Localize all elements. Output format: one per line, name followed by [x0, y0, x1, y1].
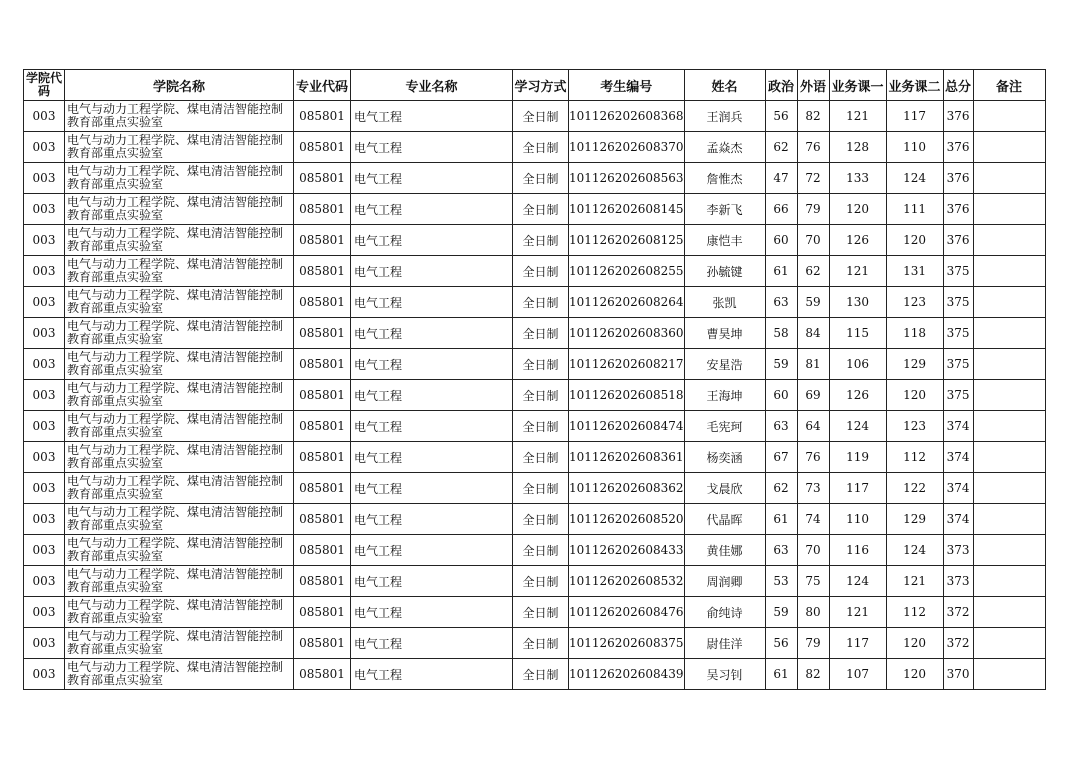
cell-major-name: 电气工程 [351, 566, 513, 597]
cell-college-code: 003 [24, 442, 65, 473]
cell-total: 376 [943, 225, 973, 256]
cell-subject-two: 120 [886, 225, 943, 256]
cell-major-name: 电气工程 [351, 659, 513, 690]
cell-subject-one: 107 [829, 659, 886, 690]
cell-foreign-language: 70 [797, 535, 829, 566]
cell-foreign-language: 76 [797, 442, 829, 473]
cell-study-mode: 全日制 [513, 380, 569, 411]
cell-major-name: 电气工程 [351, 442, 513, 473]
col-header-remarks: 备注 [973, 70, 1045, 101]
cell-foreign-language: 82 [797, 659, 829, 690]
cell-remarks [973, 535, 1045, 566]
col-header-subject-one: 业务课一 [829, 70, 886, 101]
cell-total: 376 [943, 163, 973, 194]
cell-total: 375 [943, 380, 973, 411]
table-row [24, 659, 1046, 690]
cell-remarks [973, 225, 1045, 256]
cell-name: 王海坤 [684, 380, 765, 411]
cell-remarks [973, 628, 1045, 659]
table-row [24, 163, 1046, 194]
cell-major-code: 085801 [294, 659, 351, 690]
cell-study-mode: 全日制 [513, 194, 569, 225]
cell-major-code: 085801 [294, 504, 351, 535]
cell-major-name: 电气工程 [351, 101, 513, 132]
cell-subject-one: 117 [829, 473, 886, 504]
cell-college-name: 电气与动力工程学院、煤电清洁智能控制教育部重点实验室 [65, 225, 294, 256]
col-header-college-name: 学院名称 [65, 70, 294, 101]
cell-total: 375 [943, 287, 973, 318]
cell-politics: 59 [765, 597, 797, 628]
cell-subject-one: 121 [829, 597, 886, 628]
cell-major-name: 电气工程 [351, 380, 513, 411]
cell-major-name: 电气工程 [351, 473, 513, 504]
cell-college-name: 电气与动力工程学院、煤电清洁智能控制教育部重点实验室 [65, 256, 294, 287]
cell-subject-two: 124 [886, 163, 943, 194]
cell-politics: 66 [765, 194, 797, 225]
cell-study-mode: 全日制 [513, 101, 569, 132]
cell-study-mode: 全日制 [513, 504, 569, 535]
cell-name: 詹惟杰 [684, 163, 765, 194]
cell-college-name: 电气与动力工程学院、煤电清洁智能控制教育部重点实验室 [65, 163, 294, 194]
cell-candidate-id: 101126202608532 [569, 566, 685, 597]
cell-college-name: 电气与动力工程学院、煤电清洁智能控制教育部重点实验室 [65, 566, 294, 597]
table-row [24, 225, 1046, 256]
cell-total: 373 [943, 535, 973, 566]
cell-name: 孟焱杰 [684, 132, 765, 163]
cell-subject-two: 122 [886, 473, 943, 504]
cell-college-name: 电气与动力工程学院、煤电清洁智能控制教育部重点实验室 [65, 628, 294, 659]
cell-college-code: 003 [24, 256, 65, 287]
cell-major-code: 085801 [294, 597, 351, 628]
cell-candidate-id: 101126202608217 [569, 349, 685, 380]
cell-study-mode: 全日制 [513, 287, 569, 318]
cell-name: 俞纯诗 [684, 597, 765, 628]
cell-subject-two: 129 [886, 349, 943, 380]
table-row [24, 349, 1046, 380]
cell-college-name: 电气与动力工程学院、煤电清洁智能控制教育部重点实验室 [65, 442, 294, 473]
cell-politics: 53 [765, 566, 797, 597]
table-row [24, 287, 1046, 318]
cell-study-mode: 全日制 [513, 442, 569, 473]
cell-remarks [973, 163, 1045, 194]
cell-politics: 61 [765, 659, 797, 690]
col-header-foreign-language: 外语 [797, 70, 829, 101]
cell-study-mode: 全日制 [513, 597, 569, 628]
cell-subject-one: 126 [829, 225, 886, 256]
cell-college-code: 003 [24, 566, 65, 597]
cell-major-code: 085801 [294, 566, 351, 597]
cell-remarks [973, 597, 1045, 628]
cell-major-code: 085801 [294, 194, 351, 225]
cell-remarks [973, 349, 1045, 380]
cell-remarks [973, 194, 1045, 225]
cell-major-code: 085801 [294, 535, 351, 566]
cell-college-code: 003 [24, 535, 65, 566]
table-row [24, 442, 1046, 473]
cell-subject-two: 120 [886, 659, 943, 690]
cell-study-mode: 全日制 [513, 473, 569, 504]
cell-candidate-id: 101126202608520 [569, 504, 685, 535]
cell-remarks [973, 256, 1045, 287]
cell-subject-one: 110 [829, 504, 886, 535]
col-header-total: 总分 [943, 70, 973, 101]
cell-college-name: 电气与动力工程学院、煤电清洁智能控制教育部重点实验室 [65, 473, 294, 504]
cell-college-code: 003 [24, 132, 65, 163]
cell-subject-one: 106 [829, 349, 886, 380]
table-row [24, 597, 1046, 628]
cell-name: 毛宪珂 [684, 411, 765, 442]
cell-major-name: 电气工程 [351, 411, 513, 442]
cell-name: 曹昊坤 [684, 318, 765, 349]
cell-subject-one: 120 [829, 194, 886, 225]
cell-college-code: 003 [24, 597, 65, 628]
cell-foreign-language: 72 [797, 163, 829, 194]
cell-name: 康恺丰 [684, 225, 765, 256]
cell-college-name: 电气与动力工程学院、煤电清洁智能控制教育部重点实验室 [65, 597, 294, 628]
cell-college-name: 电气与动力工程学院、煤电清洁智能控制教育部重点实验室 [65, 194, 294, 225]
cell-candidate-id: 101126202608145 [569, 194, 685, 225]
cell-study-mode: 全日制 [513, 411, 569, 442]
cell-politics: 61 [765, 256, 797, 287]
cell-candidate-id: 101126202608433 [569, 535, 685, 566]
col-header-name: 姓名 [684, 70, 765, 101]
cell-study-mode: 全日制 [513, 659, 569, 690]
cell-total: 375 [943, 318, 973, 349]
col-header-candidate-id: 考生编号 [569, 70, 685, 101]
cell-total: 372 [943, 628, 973, 659]
cell-subject-two: 117 [886, 101, 943, 132]
cell-foreign-language: 70 [797, 225, 829, 256]
cell-candidate-id: 101126202608360 [569, 318, 685, 349]
cell-major-name: 电气工程 [351, 504, 513, 535]
cell-candidate-id: 101126202608362 [569, 473, 685, 504]
cell-total: 374 [943, 504, 973, 535]
cell-subject-one: 124 [829, 566, 886, 597]
col-header-major-code: 专业代码 [294, 70, 351, 101]
cell-subject-two: 121 [886, 566, 943, 597]
cell-study-mode: 全日制 [513, 535, 569, 566]
cell-foreign-language: 69 [797, 380, 829, 411]
cell-candidate-id: 101126202608264 [569, 287, 685, 318]
cell-subject-two: 112 [886, 442, 943, 473]
cell-college-code: 003 [24, 318, 65, 349]
cell-remarks [973, 287, 1045, 318]
cell-college-code: 003 [24, 349, 65, 380]
cell-name: 吴习钊 [684, 659, 765, 690]
cell-major-code: 085801 [294, 380, 351, 411]
cell-major-code: 085801 [294, 411, 351, 442]
cell-major-code: 085801 [294, 287, 351, 318]
cell-major-code: 085801 [294, 225, 351, 256]
cell-total: 376 [943, 132, 973, 163]
cell-candidate-id: 101126202608370 [569, 132, 685, 163]
cell-subject-two: 110 [886, 132, 943, 163]
table-row [24, 380, 1046, 411]
cell-major-name: 电气工程 [351, 132, 513, 163]
cell-candidate-id: 101126202608518 [569, 380, 685, 411]
cell-candidate-id: 101126202608125 [569, 225, 685, 256]
cell-remarks [973, 659, 1045, 690]
cell-remarks [973, 442, 1045, 473]
cell-subject-one: 115 [829, 318, 886, 349]
cell-subject-two: 120 [886, 628, 943, 659]
table-row [24, 194, 1046, 225]
col-header-study-mode: 学习方式 [513, 70, 569, 101]
cell-major-name: 电气工程 [351, 194, 513, 225]
col-header-college-code: 学院代码 [24, 70, 65, 101]
cell-major-name: 电气工程 [351, 163, 513, 194]
cell-total: 374 [943, 473, 973, 504]
cell-name: 周润卿 [684, 566, 765, 597]
table-body [24, 101, 1046, 690]
table-row [24, 473, 1046, 504]
table-row [24, 101, 1046, 132]
cell-college-code: 003 [24, 380, 65, 411]
cell-total: 376 [943, 194, 973, 225]
cell-foreign-language: 81 [797, 349, 829, 380]
cell-total: 374 [943, 442, 973, 473]
cell-subject-two: 111 [886, 194, 943, 225]
cell-total: 373 [943, 566, 973, 597]
cell-subject-one: 121 [829, 101, 886, 132]
cell-foreign-language: 84 [797, 318, 829, 349]
cell-candidate-id: 101126202608361 [569, 442, 685, 473]
cell-remarks [973, 566, 1045, 597]
cell-politics: 60 [765, 225, 797, 256]
cell-name: 王润兵 [684, 101, 765, 132]
cell-candidate-id: 101126202608476 [569, 597, 685, 628]
cell-subject-one: 121 [829, 256, 886, 287]
cell-remarks [973, 318, 1045, 349]
cell-study-mode: 全日制 [513, 318, 569, 349]
cell-study-mode: 全日制 [513, 163, 569, 194]
cell-candidate-id: 101126202608375 [569, 628, 685, 659]
cell-major-name: 电气工程 [351, 597, 513, 628]
cell-study-mode: 全日制 [513, 225, 569, 256]
cell-remarks [973, 380, 1045, 411]
cell-subject-one: 128 [829, 132, 886, 163]
cell-foreign-language: 59 [797, 287, 829, 318]
cell-remarks [973, 473, 1045, 504]
cell-major-name: 电气工程 [351, 318, 513, 349]
cell-total: 372 [943, 597, 973, 628]
cell-major-code: 085801 [294, 318, 351, 349]
cell-major-name: 电气工程 [351, 287, 513, 318]
cell-politics: 61 [765, 504, 797, 535]
cell-name: 杨奕涵 [684, 442, 765, 473]
cell-remarks [973, 132, 1045, 163]
cell-candidate-id: 101126202608474 [569, 411, 685, 442]
cell-total: 370 [943, 659, 973, 690]
cell-name: 戈晨欣 [684, 473, 765, 504]
cell-foreign-language: 73 [797, 473, 829, 504]
cell-college-name: 电气与动力工程学院、煤电清洁智能控制教育部重点实验室 [65, 535, 294, 566]
cell-college-code: 003 [24, 411, 65, 442]
cell-total: 374 [943, 411, 973, 442]
cell-subject-one: 133 [829, 163, 886, 194]
cell-college-code: 003 [24, 504, 65, 535]
cell-college-name: 电气与动力工程学院、煤电清洁智能控制教育部重点实验室 [65, 132, 294, 163]
cell-total: 376 [943, 101, 973, 132]
cell-foreign-language: 79 [797, 628, 829, 659]
cell-major-code: 085801 [294, 256, 351, 287]
cell-study-mode: 全日制 [513, 628, 569, 659]
cell-politics: 63 [765, 411, 797, 442]
col-header-subject-two: 业务课二 [886, 70, 943, 101]
col-header-politics: 政治 [765, 70, 797, 101]
header-row [24, 70, 1046, 101]
cell-remarks [973, 411, 1045, 442]
cell-candidate-id: 101126202608439 [569, 659, 685, 690]
cell-name: 代晶晖 [684, 504, 765, 535]
cell-foreign-language: 62 [797, 256, 829, 287]
cell-politics: 62 [765, 132, 797, 163]
cell-major-code: 085801 [294, 442, 351, 473]
cell-major-name: 电气工程 [351, 628, 513, 659]
cell-major-code: 085801 [294, 473, 351, 504]
cell-college-code: 003 [24, 659, 65, 690]
cell-college-name: 电气与动力工程学院、煤电清洁智能控制教育部重点实验室 [65, 287, 294, 318]
cell-college-code: 003 [24, 163, 65, 194]
cell-major-code: 085801 [294, 349, 351, 380]
cell-subject-one: 124 [829, 411, 886, 442]
cell-foreign-language: 76 [797, 132, 829, 163]
cell-major-code: 085801 [294, 163, 351, 194]
cell-subject-two: 129 [886, 504, 943, 535]
cell-foreign-language: 75 [797, 566, 829, 597]
cell-college-name: 电气与动力工程学院、煤电清洁智能控制教育部重点实验室 [65, 411, 294, 442]
table-row [24, 411, 1046, 442]
cell-subject-two: 123 [886, 411, 943, 442]
table-row [24, 132, 1046, 163]
cell-total: 375 [943, 256, 973, 287]
cell-major-code: 085801 [294, 101, 351, 132]
cell-study-mode: 全日制 [513, 132, 569, 163]
cell-college-code: 003 [24, 225, 65, 256]
cell-college-name: 电气与动力工程学院、煤电清洁智能控制教育部重点实验室 [65, 101, 294, 132]
cell-politics: 60 [765, 380, 797, 411]
cell-major-name: 电气工程 [351, 256, 513, 287]
cell-politics: 63 [765, 287, 797, 318]
cell-remarks [973, 504, 1045, 535]
cell-major-code: 085801 [294, 132, 351, 163]
cell-politics: 58 [765, 318, 797, 349]
cell-subject-two: 112 [886, 597, 943, 628]
admission-score-table [23, 69, 1046, 690]
cell-college-name: 电气与动力工程学院、煤电清洁智能控制教育部重点实验室 [65, 318, 294, 349]
cell-candidate-id: 101126202608255 [569, 256, 685, 287]
cell-college-name: 电气与动力工程学院、煤电清洁智能控制教育部重点实验室 [65, 504, 294, 535]
cell-foreign-language: 74 [797, 504, 829, 535]
cell-politics: 62 [765, 473, 797, 504]
cell-major-name: 电气工程 [351, 225, 513, 256]
cell-college-code: 003 [24, 101, 65, 132]
cell-candidate-id: 101126202608368 [569, 101, 685, 132]
cell-study-mode: 全日制 [513, 349, 569, 380]
cell-college-name: 电气与动力工程学院、煤电清洁智能控制教育部重点实验室 [65, 349, 294, 380]
table-row [24, 256, 1046, 287]
cell-politics: 56 [765, 628, 797, 659]
cell-college-code: 003 [24, 194, 65, 225]
cell-subject-two: 124 [886, 535, 943, 566]
cell-major-code: 085801 [294, 628, 351, 659]
cell-name: 李新飞 [684, 194, 765, 225]
table-row [24, 504, 1046, 535]
table-row [24, 535, 1046, 566]
table-row [24, 318, 1046, 349]
cell-name: 孙毓键 [684, 256, 765, 287]
cell-subject-two: 120 [886, 380, 943, 411]
cell-subject-one: 130 [829, 287, 886, 318]
cell-foreign-language: 82 [797, 101, 829, 132]
table-row [24, 628, 1046, 659]
cell-politics: 56 [765, 101, 797, 132]
cell-total: 375 [943, 349, 973, 380]
cell-foreign-language: 64 [797, 411, 829, 442]
cell-subject-one: 126 [829, 380, 886, 411]
cell-college-code: 003 [24, 287, 65, 318]
cell-name: 张凯 [684, 287, 765, 318]
cell-subject-two: 118 [886, 318, 943, 349]
cell-subject-two: 123 [886, 287, 943, 318]
cell-study-mode: 全日制 [513, 566, 569, 597]
cell-major-name: 电气工程 [351, 535, 513, 566]
cell-study-mode: 全日制 [513, 256, 569, 287]
cell-candidate-id: 101126202608563 [569, 163, 685, 194]
cell-name: 黄佳娜 [684, 535, 765, 566]
table-row [24, 566, 1046, 597]
col-header-major-name: 专业名称 [351, 70, 513, 101]
cell-college-code: 003 [24, 473, 65, 504]
cell-college-name: 电气与动力工程学院、煤电清洁智能控制教育部重点实验室 [65, 380, 294, 411]
cell-subject-one: 116 [829, 535, 886, 566]
cell-major-name: 电气工程 [351, 349, 513, 380]
cell-subject-one: 117 [829, 628, 886, 659]
cell-politics: 67 [765, 442, 797, 473]
cell-foreign-language: 79 [797, 194, 829, 225]
cell-politics: 59 [765, 349, 797, 380]
cell-name: 安星浩 [684, 349, 765, 380]
cell-subject-one: 119 [829, 442, 886, 473]
cell-college-name: 电气与动力工程学院、煤电清洁智能控制教育部重点实验室 [65, 659, 294, 690]
cell-foreign-language: 80 [797, 597, 829, 628]
cell-subject-two: 131 [886, 256, 943, 287]
cell-politics: 63 [765, 535, 797, 566]
cell-college-code: 003 [24, 628, 65, 659]
cell-remarks [973, 101, 1045, 132]
cell-name: 尉佳洋 [684, 628, 765, 659]
cell-politics: 47 [765, 163, 797, 194]
